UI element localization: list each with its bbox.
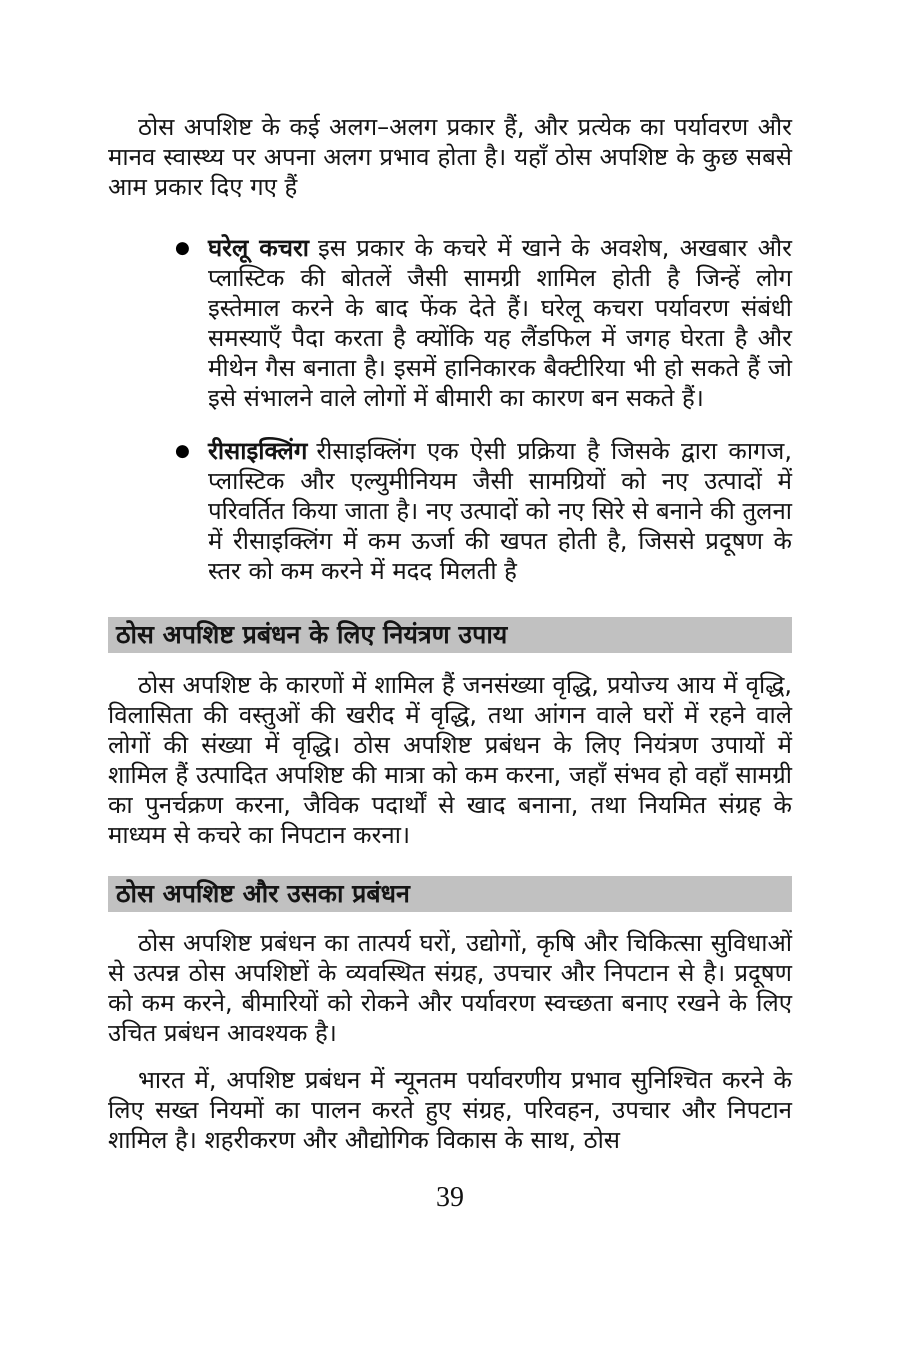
waste-types-list: [108, 233, 792, 586]
section-paragraph: ठोस अपशिष्ट प्रबंधन का तात्पर्य घरों, उद्योगों, कृषि और चिकित्सा सुविधाओं से उत्पन्न ठोस अपशिष्टों के व्यवस्थित संग्रह, उपचार और निपटान से है। प्रदूषण को कम करने, बीमारियों को रोकने और पर्यावरण स्वच्छता बनाए रखने के लिए उचित प्रबंधन आवश्यक है।: [108, 929, 792, 1047]
bullet-term: रीसाइक्लिंग: [208, 437, 308, 465]
section-paragraph: भारत में, अपशिष्ट प्रबंधन में न्यूनतम पर्यावरणीय प्रभाव सुनिश्चित करने के लिए सख्त नियमों का पालन करते हुए संग्रह, परिवहन, उपचार और निपटान शामिल है। शहरीकरण और औद्योगिक विकास के साथ, ठोस: [108, 1066, 792, 1154]
page-number: 39: [436, 1182, 464, 1213]
list-item-recycling: [175, 436, 792, 586]
section-heading-control-measures: ठोस अपशिष्ट प्रबंधन के लिए नियंत्रण उपाय: [108, 617, 792, 653]
bullet-icon: ●: [175, 238, 190, 258]
section-paragraph: ठोस अपशिष्ट के कारणों में शामिल हैं जनसंख्या वृद्धि, प्रयोज्य आय में वृद्धि, विलासिता की वस्तुओं की खरीद में वृद्धि, तथा आंगन वाले घरों में रहने वाले लोगों की संख्या में वृद्धि। ठोस अपशिष्ट प्रबंधन के लिए नियंत्रण उपायों में शामिल हैं उत्पादित अपशिष्ट की मात्रा को कम करना, जहाँ संभव हो वहाँ सामग्री का पुनर्चक्रण करना, जैविक पदार्थों से खाद बनाना, तथा नियमित संग्रह के माध्यम से कचरे का निपटान करना।: [108, 671, 792, 849]
list-item-household-waste: [175, 233, 792, 413]
bullet-text: रीसाइक्लिंग एक ऐसी प्रक्रिया है जिसके द्वारा कागज, प्लास्टिक और एल्युमीनियम जैसी सामग्रियों को नए उत्पादों में परिवर्तित किया जाता है। नए उत्पादों को नए सिरे से बनाने की तुलना में रीसाइक्लिंग में कम ऊर्जा की खपत होती है, जिससे प्रदूषण के स्तर को कम करने में मदद मिलती है: [208, 437, 792, 585]
bullet-term: घरेलू कचरा: [208, 234, 309, 262]
intro-paragraph: ठोस अपशिष्ट के कई अलग–अलग प्रकार हैं, और प्रत्येक का पर्यावरण और मानव स्वास्थ्य पर अपना अलग प्रभाव होता है। यहाँ ठोस अपशिष्ट के कुछ सबसे आम प्रकार दिए गए हैं: [108, 113, 792, 201]
bullet-icon: ●: [175, 441, 190, 461]
section-heading-solid-waste-management: ठोस अपशिष्ट और उसका प्रबंधन: [108, 876, 792, 912]
bullet-text: इस प्रकार के कचरे में खाने के अवशेष, अखबार और प्लास्टिक की बोतलें जैसी सामग्री शामिल होती है जिन्हें लोग इस्तेमाल करने के बाद फेंक देते हैं। घरेलू कचरा पर्यावरण संबंधी समस्याएँ पैदा करता है क्योंकि यह लैंडफिल में जगह घेरता है और मीथेन गैस बनाता है। इसमें हानिकारक बैक्टीरिया भी हो सकते हैं जो इसे संभालने वाले लोगों में बीमारी का कारण बन सकते हैं।: [208, 234, 792, 412]
